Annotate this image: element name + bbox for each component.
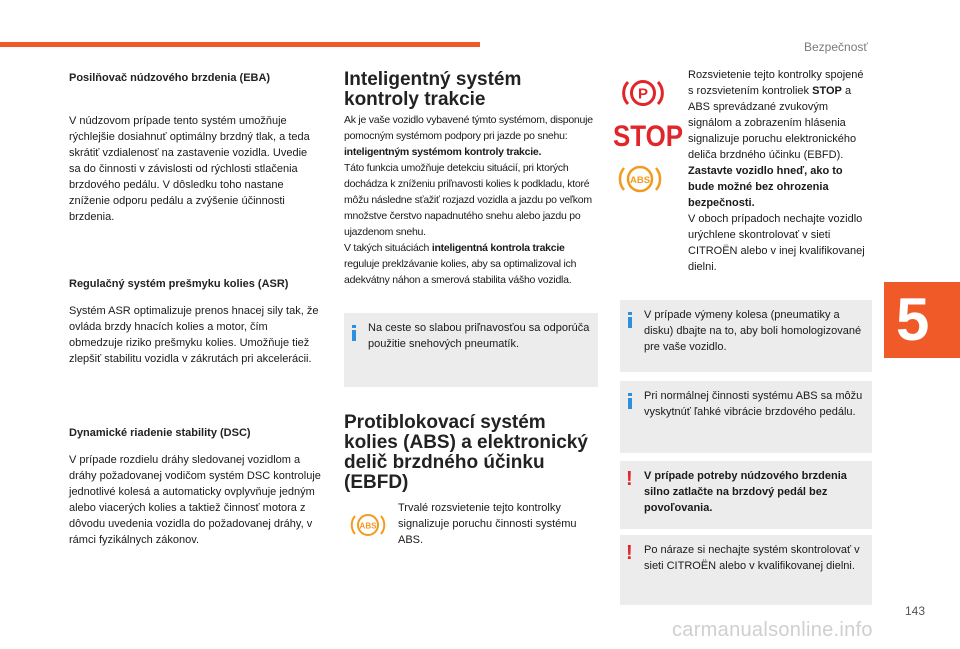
warning-emergency-text: V prípade potreby núdzového brzdenia silno zatlačte na brzdový pedál bez povoľovania. bbox=[644, 470, 847, 514]
itc-paragraph bbox=[344, 112, 602, 288]
ebfd-stop-word: STOP bbox=[812, 85, 842, 97]
ebfd-text-2: a ABS sprevádzané zvukovým signálom a zobrazením hlásenia signalizuje poruchu elektronického deliča brzdného účinku (EBFD). bbox=[688, 85, 857, 161]
info-icon bbox=[628, 393, 632, 407]
itc-text-3: V takých situáciách bbox=[344, 242, 430, 254]
ebfd-text-1: Rozsvietenie tejto kontrolky spojené s rozsvietením kontroliek bbox=[688, 69, 864, 97]
abs-lamp-label: ABS bbox=[359, 521, 377, 531]
abs-warning-lamp-icon bbox=[350, 510, 386, 540]
stop-lamp-label: STOP bbox=[613, 120, 683, 153]
note-snow-text: Na ceste so slabou priľnavosťou sa odporúča použitie snehových pneumatík. bbox=[368, 322, 590, 350]
note-snow-tires bbox=[344, 313, 598, 387]
itc-text-4: reguluje preklzávanie kolies, aby sa optimalizoval ich adekvátny náhon a smerová stabilita vášho vozidla. bbox=[344, 258, 577, 286]
info-icon bbox=[352, 325, 356, 339]
exclamation-icon: ! bbox=[626, 468, 633, 490]
ebfd-bold-stop: Zastavte vozidlo hneď, ako to bude možné bez ohrozenia bezpečnosti. bbox=[688, 165, 843, 209]
warning-crash-text: Po náraze si nechajte systém skontrolovať v sieti CITROËN alebo v kvalifikovanej dielni. bbox=[644, 544, 860, 572]
eba-heading: Posilňovač núdzového brzdenia (EBA) bbox=[69, 72, 271, 84]
dsc-text: V prípade rozdielu dráhy sledovanej vozidlom a dráhy požadovanej vodičom systém DSC kontroluje jednotlivé kolesá a automaticky ovplyvňuje jedným alebo viacerých kolies a taktiež činnosť motora z dôvodu uvedenia vozidla do požadovanej dráhy, v rámci fyzikálnych zákonov. bbox=[69, 454, 321, 546]
itc-bold-2: inteligentná kontrola trakcie bbox=[431, 242, 565, 254]
note-wheel-replacement bbox=[620, 300, 872, 372]
page-number: 143 bbox=[905, 604, 926, 618]
asr-text: Systém ASR optimalizuje prenos hnacej sily tak, že ovláda brzdy hnacích kolies a motor, čím obmedzuje riziko prešmyku kolies. Umožňuje tiež zlepšiť stabilitu vozidla v zákrutách pri akcelerácii. bbox=[69, 305, 319, 365]
abs-text: Trvalé rozsvietenie tejto kontrolky signalizuje poruchu činnosti systému ABS. bbox=[398, 502, 577, 546]
note-vibration-text: Pri normálnej činnosti systému ABS sa môžu vyskytnúť ľahké vibrácie brzdového pedálu. bbox=[644, 390, 863, 418]
warning-after-crash bbox=[620, 535, 872, 605]
eba-text: V núdzovom prípade tento systém umožňuje rýchlejšie dosiahnuť optimálny brzdný tlak, a teda skrátiť vzdialenosť na zastavenie vozidla. Uvedie sa do činnosti v závislosti od rýchlosti stlačenia brzdového pedálu. V dôsledku toho nastane zníženie odporu pedálu a zvýšenie účinnosti brzdenia. bbox=[69, 115, 310, 223]
parking-lamp-label: P bbox=[637, 85, 649, 103]
abs-heading: Protiblokovací systém kolies (ABS) a elektronický delič brzdného účinku (EBFD) bbox=[344, 412, 588, 493]
watermark: carmanualsonline.info bbox=[672, 619, 873, 641]
top-accent-bar bbox=[0, 42, 480, 47]
ebfd-text-3: V oboch prípadoch nechajte vozidlo urýchlene skontrolovať v sieti CITROËN alebo v inej kvalifikovanej dielni. bbox=[688, 213, 865, 273]
dsc-heading: Dynamické riadenie stability (DSC) bbox=[69, 427, 251, 439]
ebfd-warning-paragraph bbox=[688, 67, 870, 275]
chapter-tab bbox=[884, 282, 960, 358]
itc-bold-1: inteligentným systémom kontroly trakcie. bbox=[344, 146, 542, 158]
abs-lamp-icon-col3 bbox=[618, 161, 662, 197]
warning-emergency-braking bbox=[620, 461, 872, 529]
exclamation-icon: ! bbox=[626, 542, 633, 564]
itc-text-2: Táto funkcia umožňuje detekciu situácií, pri ktorých dochádza k zníženiu priľnavosti kolies k podkladu, ktoré môžu následne sťažiť rozjazd vozidla a jazdu po veľkom množstve čerstvo napadnutého snehu alebo jazdu po ujazdenom snehu. bbox=[344, 162, 592, 238]
parking-brake-lamp-icon bbox=[622, 76, 664, 110]
itc-heading: Inteligentný systém kontroly trakcie bbox=[344, 69, 522, 110]
info-icon bbox=[628, 312, 632, 326]
itc-text-1: Ak je vaše vozidlo vybavené týmto systémom, disponuje pomocným systémom podpory pri jazde po snehu: bbox=[344, 114, 593, 142]
note-abs-vibration bbox=[620, 381, 872, 453]
section-label: Bezpečnosť bbox=[804, 40, 868, 54]
asr-heading: Regulačný systém prešmyku kolies (ASR) bbox=[69, 278, 289, 290]
stop-lamp-icon bbox=[612, 119, 684, 151]
note-wheels-text: V prípade výmeny kolesa (pneumatiky a disku) dbajte na to, aby boli homologizované pre vaše vozidlo. bbox=[644, 309, 862, 353]
abs-lamp-label-col3: ABS bbox=[629, 175, 651, 186]
chapter-number: 5 bbox=[896, 286, 930, 353]
